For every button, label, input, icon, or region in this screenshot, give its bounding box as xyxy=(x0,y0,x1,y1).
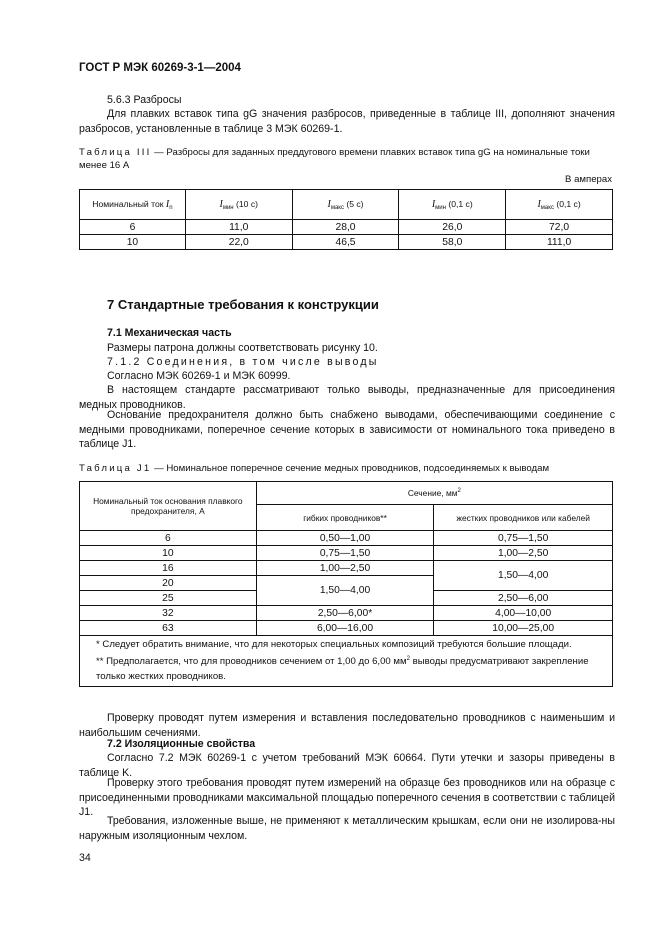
table-cell: 0,75—1,50 xyxy=(434,531,613,546)
table-cell: 22,0 xyxy=(185,235,292,250)
table-cell: 1,50—4,00 xyxy=(434,561,613,591)
table-cell: 11,0 xyxy=(185,220,292,235)
table-row xyxy=(80,621,613,636)
verification-paragraph: Проверку проводят путем измерения и вставления последовательно проводников с наименьшим и наибольшим сечениями. xyxy=(79,712,615,739)
table-cell: 2,50—6,00 xyxy=(434,591,613,606)
table-cell: 0,50—1,00 xyxy=(256,531,434,546)
table-row xyxy=(80,561,613,576)
table-j1-header-row xyxy=(80,482,613,505)
section-7-2-heading: 7.2 Изоляционные свойства xyxy=(107,738,256,750)
table-cell: 10,00—25,00 xyxy=(434,621,613,636)
footnotes-cell xyxy=(80,636,613,687)
header-section: Сечение, $мм^2$ xyxy=(256,482,612,505)
table-row xyxy=(80,235,613,250)
header-imin-01s: $I_{мин}$ (0,1 с) xyxy=(399,190,506,220)
table-cell: 1,50—4,00 xyxy=(256,576,434,606)
table-cell: 58,0 xyxy=(399,235,506,250)
caption-prefix: Таблица III xyxy=(79,147,152,158)
table-row xyxy=(80,220,613,235)
header-imax-5s: $I_{макс}$ (5 с) xyxy=(292,190,399,220)
section-7-1-2-p1: Согласно МЭК 60269-1 и МЭК 60999. xyxy=(107,370,291,382)
table-cell: 28,0 xyxy=(292,220,399,235)
section-5-6-3-heading xyxy=(107,93,182,108)
header-base-current: Номинальный ток основания плавкого предохранителя, А xyxy=(80,482,257,531)
table-cell: 4,00—10,00 xyxy=(434,606,613,621)
table-j1-caption xyxy=(79,462,619,475)
heading-text: 7.1.2 Соединения, в том числе выводы xyxy=(107,356,379,368)
table-cell: 6 xyxy=(80,220,186,235)
table-row xyxy=(80,531,613,546)
table-cell: 111,0 xyxy=(506,235,613,250)
table-3-unit: В амперах xyxy=(565,174,612,185)
page-number: 34 xyxy=(79,852,91,864)
table-cell: 2,50—6,00* xyxy=(256,606,434,621)
table-cell: 16 xyxy=(80,561,257,576)
header-nominal-current: Номинальный ток $I_n$ xyxy=(80,190,186,220)
table-cell: 1,00—2,50 xyxy=(434,546,613,561)
table-cell: 26,0 xyxy=(399,220,506,235)
section-5-6-3-paragraph: Для плавких вставок типа gG значения разбросов, приведенные в таблице III, дополняют значения разбросов, установленные в таблице 3 МЭК 60269-1. xyxy=(79,108,615,135)
table-row xyxy=(80,606,613,621)
table-cell: 63 xyxy=(80,621,257,636)
caption-text: — Номинальное поперечное сечение медных проводников, подсоединяемых к выводам xyxy=(151,463,550,474)
footnote-2: ** Предполагается, что для проводников сечением от 1,00 до 6,00 $мм^2$ выводы предусматривают закрепление только жестких проводников. xyxy=(96,656,589,683)
table-cell: 10 xyxy=(80,546,257,561)
section-7-heading: 7 Стандартные требования к конструкции xyxy=(107,297,379,312)
caption-prefix: Таблица J1 xyxy=(79,463,152,474)
table-3-header-row xyxy=(80,190,613,220)
caption-text: — Разбросы для заданных преддугового времени плавких вставок типа gG на номинальные токи менее 16 А xyxy=(79,147,590,171)
section-7-1-2-heading xyxy=(107,355,379,370)
footnote-1: * Следует обратить внимание, что для некоторых специальных композиций требуются большие площади. xyxy=(96,639,572,650)
section-7-2-p3: Требования, изложенные выше, не применяют к металлическим крышкам, если они не изолирова-ны наружным изоляционным чехлом. xyxy=(79,815,615,842)
table-cell: 46,5 xyxy=(292,235,399,250)
table-j1-footnotes xyxy=(80,636,613,687)
table-3 xyxy=(79,189,613,250)
table-cell: 72,0 xyxy=(506,220,613,235)
table-3-caption xyxy=(79,146,615,172)
section-7-2-p2: Проверку этого требования проводят путем измерений на образце без проводников или на образце с присоединенными проводниками максимальной площадью поперечного сечения в соответствии с таблицей J1. xyxy=(79,777,615,818)
table-cell: 20 xyxy=(80,576,257,591)
table-cell: 0,75—1,50 xyxy=(256,546,434,561)
heading-text: 5.6.3 Разбросы xyxy=(107,94,182,106)
table-cell: 32 xyxy=(80,606,257,621)
section-7-1-heading: 7.1 Механическая часть xyxy=(107,327,232,339)
header-flexible: гибких проводников** xyxy=(256,505,434,531)
section-7-1-2-p3: Основание предохранителя должно быть снабжено выводами, обеспечивающими соединение с медными проводниками, поперечное сечение которых в зависимости от номинального тока приведено в таблице J1. xyxy=(79,409,615,450)
document-header: ГОСТ Р МЭК 60269-3-1—2004 xyxy=(79,62,241,74)
header-rigid: жестких проводников или кабелей xyxy=(434,505,613,531)
section-7-2-p1: Согласно 7.2 МЭК 60269-1 с учетом требований МЭК 60664. Пути утечки и зазоры приведены в таблице K. xyxy=(79,752,615,779)
section-7-1-2-p2: В настоящем стандарте рассматривают только выводы, предназначенные для присоединения медных проводников. xyxy=(79,384,615,411)
section-7-1-paragraph: Размеры патрона должны соответствовать рисунку 10. xyxy=(107,342,378,354)
header-imin-10s: $I_{мин}$ (10 с) xyxy=(185,190,292,220)
table-cell: 25 xyxy=(80,591,257,606)
table-j1 xyxy=(79,481,613,687)
table-row xyxy=(80,546,613,561)
header-imax-01s: $I_{макс}$ (0,1 с) xyxy=(506,190,613,220)
table-cell: 1,00—2,50 xyxy=(256,561,434,576)
table-cell: 6 xyxy=(80,531,257,546)
table-cell: 6,00—16,00 xyxy=(256,621,434,636)
table-cell: 10 xyxy=(80,235,186,250)
